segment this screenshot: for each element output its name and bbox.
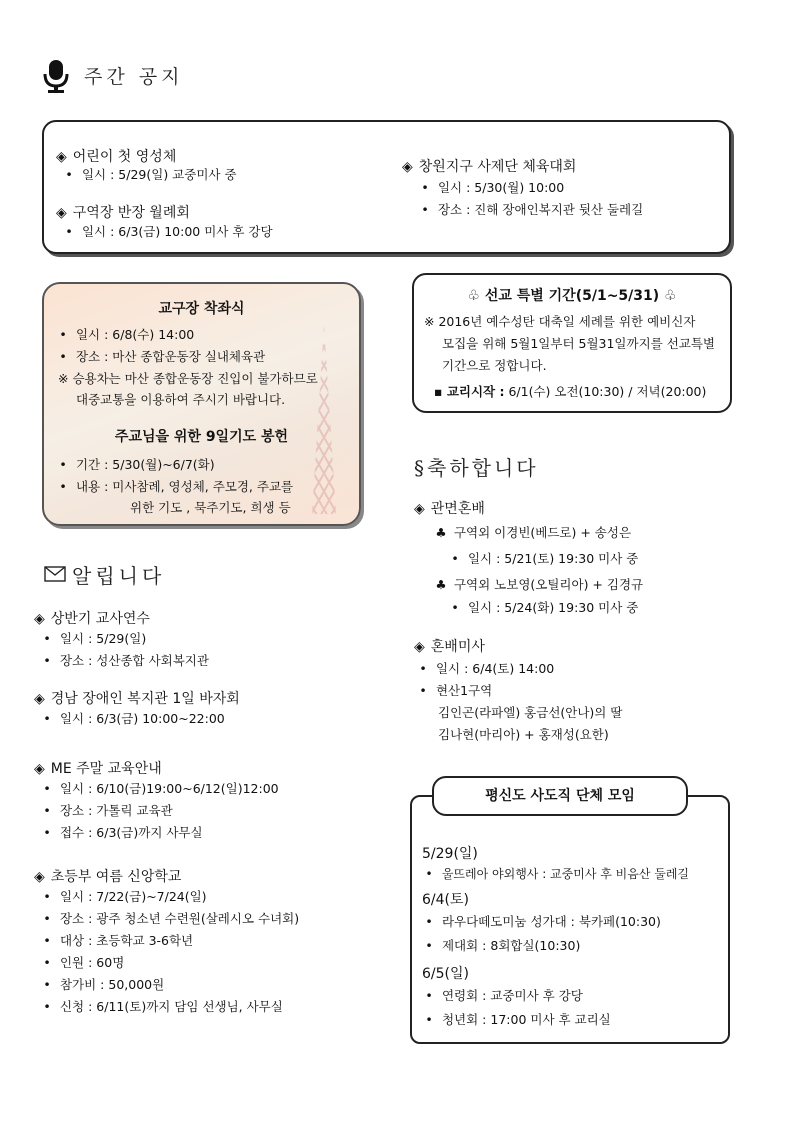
list-item: • 제대회 : 8회합실(10:30) <box>425 938 581 953</box>
list-item: ♣ 구역외 이경빈(베드로) + 송성은 <box>432 522 631 544</box>
section-title: ◈ 혼배미사 <box>414 639 485 655</box>
notice-section: ◈ 경남 장애인 복지관 1일 바자회 • 일시 : 6/3(금) 10:00~22:00 <box>34 688 240 730</box>
list-item: • 일시 : 6/8(수) 14:00 <box>59 327 195 342</box>
list-item: • 일시 : 6/4(토) 14:00 <box>419 661 555 676</box>
lay-groups-box <box>410 795 730 1044</box>
diamond-icon: ◈ <box>56 149 67 165</box>
group-date: 6/5(일) <box>422 966 469 982</box>
list-item: • 접수 : 6/3(금)까지 사무실 <box>43 825 203 840</box>
list-item: • 장소 : 진해 장애인복지관 뒷산 둘레길 <box>421 202 644 217</box>
mission-box <box>412 273 732 413</box>
top-notice-box <box>42 120 731 254</box>
text-line: ▪ 교리시작 : 6/1(수) 오전(10:30) / 저녁(20:00) <box>434 384 707 399</box>
list-item: • 일시 : 5/21(토) 19:30 미사 중 <box>451 551 639 566</box>
section-title: ◈ 관면혼배 <box>414 501 485 517</box>
list-item: ♣ 구역외 노보영(오틸리아) + 김경규 <box>432 574 643 596</box>
list-item: • 일시 : 6/3(금) 10:00 미사 후 강당 <box>65 224 273 239</box>
section-title: ◈ 창원지구 사제단 체육대회 <box>402 159 577 175</box>
diamond-icon: ◈ <box>34 869 45 885</box>
list-item: • 일시 : 6/3(금) 10:00~22:00 <box>43 711 225 726</box>
notice-section: ◈ 상반기 교사연수 • 일시 : 5/29(일) • 장소 : 성산종합 사회복지관 <box>34 608 209 672</box>
list-item: • 일시 : 5/29(일) 교중미사 중 <box>65 167 237 182</box>
list-item: • 내용 : 미사참례, 영성체, 주모경, 주교를 <box>59 479 294 494</box>
notice-section: ◈ 초등부 여름 신앙학교 • 일시 : 7/22(금)~7/24(일) • 장소 : 광주 청소년 수련원(살레시오 수녀회) • 대상 : 초등학교 3-6학년 • 인원 : 60명 • 참가비 : 50,000원 • 신청 : 6/11(토)까지 담임 선생님, 사무실 <box>34 866 299 1018</box>
note: ※ 승용차는 마산 종합운동장 진입이 불가하므로 <box>58 371 318 386</box>
notice-section: ◈ ME 주말 교육안내 • 일시 : 6/10(금)19:00~6/12(일)12:00 • 장소 : 가톨릭 교육관 • 접수 : 6/3(금)까지 사무실 <box>34 758 279 844</box>
congrats-title: §축하합니다 <box>414 456 539 480</box>
diamond-icon: ◈ <box>414 501 425 517</box>
text-line: 김나현(마리아) + 홍재성(요한) <box>438 727 609 742</box>
list-item: • 장소 : 마산 종합운동장 실내체육관 <box>59 349 266 364</box>
club-icon: ♣ <box>435 525 447 540</box>
list-item: • 울뜨레아 야외행사 : 교중미사 후 비음산 둘레길 <box>425 867 690 881</box>
list-item: • 일시 : 5/24(화) 19:30 미사 중 <box>451 600 639 615</box>
box-title: ♧ 선교 특별 기간(5/1~5/31) ♧ <box>467 288 677 304</box>
list-item: • 일시 : 5/29(일) <box>43 631 147 646</box>
note: 대중교통을 이용하여 주시기 바랍니다. <box>76 392 286 407</box>
list-item: • 기간 : 5/30(월)~6/7(화) <box>59 457 215 472</box>
text-line: 김인곤(라파엘) 홍금선(안나)의 딸 <box>438 705 623 720</box>
section-title: ◈ 어린이 첫 영성체 <box>56 149 177 165</box>
installation-box <box>42 282 361 526</box>
microphone-icon <box>42 58 70 94</box>
notices-title: 알립니다 <box>72 564 166 588</box>
box-title: 교구장 착좌식 <box>158 301 245 317</box>
diamond-icon: ◈ <box>402 159 413 175</box>
text-line: 기간으로 정합니다. <box>442 358 547 373</box>
text-line: 모집을 위해 5월1일부터 5월31일까지를 선교특별 <box>442 336 716 351</box>
diamond-icon: ◈ <box>34 611 45 627</box>
box-title: 주교님을 위한 9일기도 봉헌 <box>114 429 289 445</box>
page-title: 주간 공지 <box>84 66 184 88</box>
list-item: • 라우다떼도미눔 성가대 : 북카페(10:30) <box>425 914 661 929</box>
envelope-icon <box>44 566 66 585</box>
text-line: ※ 2016년 예수성탄 대축일 세례를 위한 예비신자 <box>424 314 696 329</box>
list-item: • 일시 : 5/30(월) 10:00 <box>421 180 565 195</box>
list-item: • 장소 : 광주 청소년 수련원(살레시오 수녀회) <box>43 911 300 926</box>
diamond-icon: ◈ <box>34 691 45 707</box>
section-title: ◈ 구역장 반장 월례회 <box>56 205 190 221</box>
tower-decoration <box>284 324 361 514</box>
list-item: • 인원 : 60명 <box>43 955 125 970</box>
lay-groups-tab: 평신도 사도직 단체 모임 <box>432 776 688 816</box>
list-item: • 대상 : 초등학교 3-6학년 <box>43 933 194 948</box>
club-icon: ♣ <box>435 577 447 592</box>
list-item: • 신청 : 6/11(토)까지 담임 선생님, 사무실 <box>43 999 283 1014</box>
group-date: 5/29(일) <box>422 846 478 862</box>
list-item: • 장소 : 성산종합 사회복지관 <box>43 653 209 668</box>
list-item: • 장소 : 가톨릭 교육관 <box>43 803 173 818</box>
list-item: • 일시 : 7/22(금)~7/24(일) <box>43 889 207 904</box>
list-item: • 일시 : 6/10(금)19:00~6/12(일)12:00 <box>43 781 279 796</box>
list-item: • 참가비 : 50,000원 <box>43 977 165 992</box>
diamond-icon: ◈ <box>56 205 67 221</box>
list-item: 위한 기도 , 묵주기도, 희생 등 <box>130 500 291 515</box>
list-item: • 연령회 : 교중미사 후 강당 <box>425 988 583 1003</box>
group-date: 6/4(토) <box>422 892 469 908</box>
list-item: • 현산1구역 <box>419 683 493 698</box>
list-item: • 청년회 : 17:00 미사 후 교리실 <box>425 1012 611 1027</box>
diamond-icon: ◈ <box>34 761 45 777</box>
diamond-icon: ◈ <box>414 639 425 655</box>
